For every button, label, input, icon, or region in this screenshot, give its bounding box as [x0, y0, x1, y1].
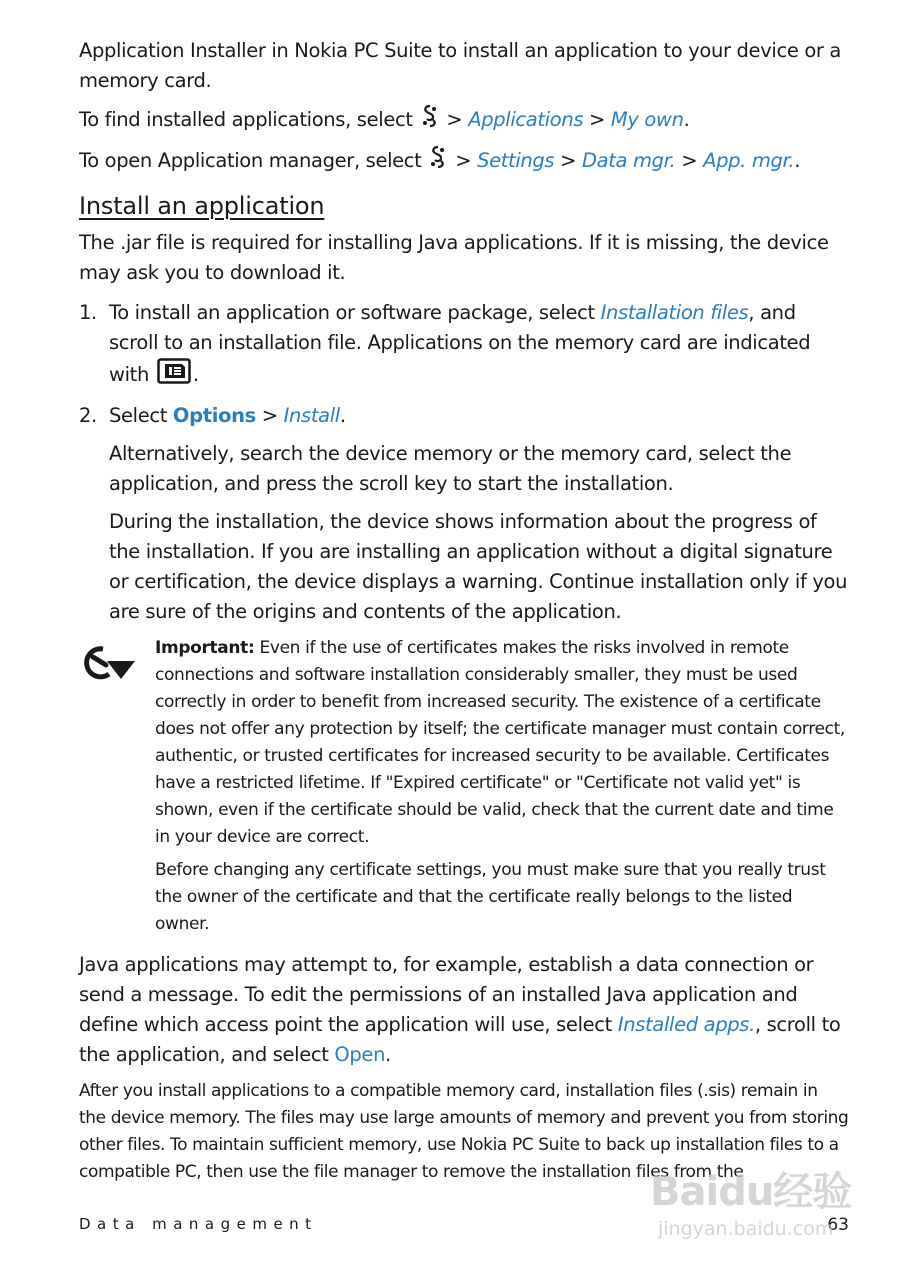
baidu-watermark — [650, 1160, 880, 1255]
step-1-text-cont: , and scroll to an installation file. Applications on the memory card are indicated with — [109, 301, 811, 386]
separator: > — [560, 149, 577, 172]
paragraph-memory-card: After you install applications to a compatible memory card, installation files (.sis) remain in the device memory. The files may use large amounts of memory and prevent you from storing other files. To maintain sufficient memory, use Nokia PC Suite to back up installation files to a compatible PC, then use the file manager to remove the installation files from the — [79, 1081, 849, 1182]
step-1-text: To install an application or software package, select — [109, 301, 595, 324]
step-2-text: Select — [109, 404, 168, 427]
note-paragraph — [155, 635, 849, 851]
watermark-brand: Baidu经验 — [650, 1169, 852, 1215]
steps-list — [79, 298, 849, 627]
link-settings[interactable]: Settings — [477, 149, 555, 172]
link-applications[interactable]: Applications — [468, 108, 584, 131]
paragraph-java-permissions — [79, 950, 849, 1070]
options-key[interactable]: Options — [172, 404, 256, 427]
period: . — [192, 363, 199, 386]
note-paragraph-2: Before changing any certificate settings, you must make sure that you really trust the owner of the certificate and that the certificate really belongs to the listed owner. — [155, 860, 826, 934]
link-install[interactable]: Install — [283, 404, 340, 427]
link-installation-files[interactable]: Installation files — [600, 301, 749, 324]
open-key[interactable]: Open — [334, 1043, 386, 1066]
step-number: 1. — [79, 301, 97, 324]
separator: > — [681, 149, 698, 172]
separator: > — [589, 108, 606, 131]
section-heading: Install an application — [79, 192, 325, 220]
important-note — [79, 635, 849, 944]
period: . — [794, 149, 801, 172]
note-body — [155, 635, 849, 944]
step-text — [109, 401, 849, 431]
page-number: 63 — [827, 1215, 849, 1235]
link-app-mgr[interactable]: App. mgr. — [703, 149, 795, 172]
separator: > — [261, 404, 278, 427]
find-apps-text: To find installed applications, select — [79, 108, 413, 131]
menu-key-icon — [429, 145, 447, 178]
link-installed-apps[interactable]: Installed apps. — [617, 1013, 755, 1036]
java-text: Java applications may attempt to, for example, establish a data connection or send a message. To edit the permissions of an installed Java application and define which access point the application will use, select — [79, 953, 814, 1036]
period: . — [683, 108, 690, 131]
note-text: Even if the use of certificates makes the risks involved in remote connections and software installation considerably smaller, they must be used correctly in order to benefit from increased security. The existence of a certificate does not offer any protection by itself; the certificate manager must contain correct, authentic, or trusted certificates for increased security to be available. Certificates have a restricted lifetime. If "Expired certificate" or "Certificate not valid yet" is shown, even if the certificate should be valid, check that the current date and time in your device are correct. — [155, 638, 845, 847]
step-2-progress: During the installation, the device shows information about the progress of the installation. If you are installing an application without a digital signature or certification, the device displays a warning. Continue installation only if you are sure of the origins and contents of the application. — [109, 510, 848, 623]
menu-key-icon — [421, 104, 439, 137]
important-warning-icon — [79, 635, 155, 944]
separator: > — [455, 149, 472, 172]
footer-section-label: Data management — [79, 1215, 318, 1233]
section-intro: The .jar file is required for installing Java applications. If it is missing, the device may ask you to download it. — [79, 231, 829, 284]
step-text — [109, 298, 849, 393]
step-number: 2. — [79, 404, 97, 427]
java-text-cont: , scroll to the application, and select — [79, 1013, 841, 1066]
document-page — [79, 36, 849, 1186]
watermark-url: jingyan.baidu.com — [658, 1218, 834, 1240]
link-my-own[interactable]: My own — [610, 108, 684, 131]
link-data-mgr[interactable]: Data mgr. — [581, 149, 676, 172]
list-item — [79, 401, 849, 431]
separator: > — [446, 108, 463, 131]
paragraph-intro: Application Installer in Nokia PC Suite to install an application to your device or a memory card. — [79, 39, 842, 92]
period: . — [385, 1043, 391, 1066]
paragraph-open-app-manager — [79, 145, 849, 178]
memory-card-icon — [157, 358, 191, 393]
period: . — [339, 404, 346, 427]
open-manager-text: To open Application manager, select — [79, 149, 422, 172]
list-item — [79, 298, 849, 393]
paragraph-find-apps — [79, 104, 849, 137]
step-2-alternative: Alternatively, search the device memory or the memory card, select the application, and press the scroll key to start the installation. — [109, 442, 792, 495]
note-label: Important: — [155, 638, 255, 658]
